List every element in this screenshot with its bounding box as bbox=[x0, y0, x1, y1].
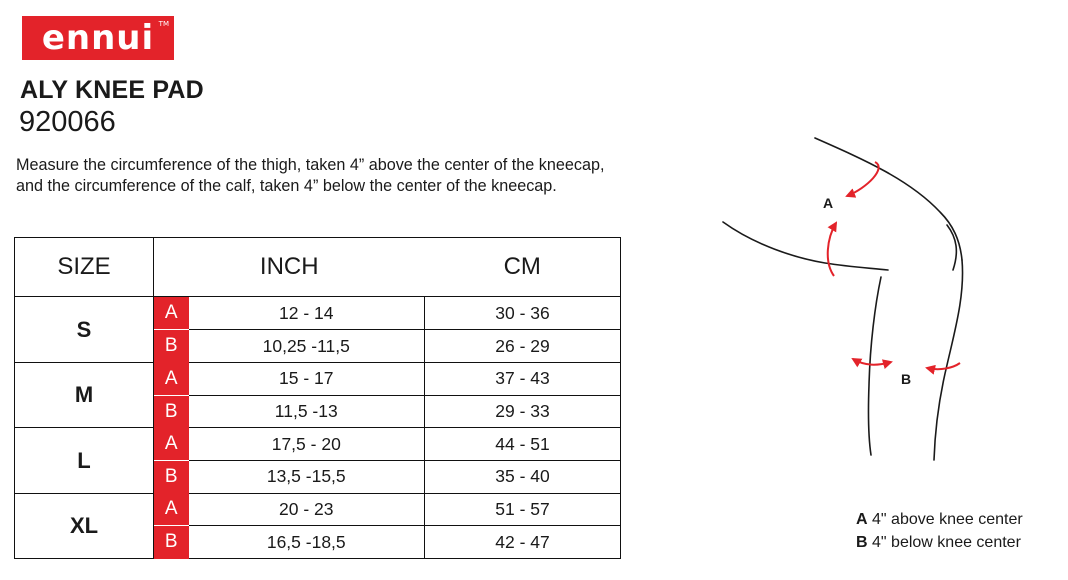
measure-label-b: B bbox=[154, 526, 189, 559]
measure-label-a: A bbox=[154, 428, 189, 461]
legend-text-a: 4" above knee center bbox=[872, 511, 1023, 528]
diagram-legend bbox=[856, 508, 1023, 554]
legend-item-a bbox=[856, 508, 1023, 531]
inch-value: 20 - 23 bbox=[189, 493, 425, 526]
inch-value: 12 - 14 bbox=[189, 297, 425, 330]
measure-label-a: A bbox=[154, 493, 189, 526]
size-cell: L bbox=[15, 428, 154, 493]
cm-value: 29 - 33 bbox=[425, 395, 621, 428]
measure-label-b: B bbox=[154, 461, 189, 494]
table-row bbox=[15, 428, 621, 461]
header-inch: INCH bbox=[154, 238, 425, 297]
header-size: SIZE bbox=[15, 238, 154, 297]
measurement-instructions: Measure the circumference of the thigh, taken 4” above the center of the kneecap, and the circumference of the calf, taken 4” below the center of the kneecap. bbox=[16, 156, 605, 195]
cm-value: 44 - 51 bbox=[425, 428, 621, 461]
leg-outline bbox=[723, 138, 963, 460]
table-row bbox=[15, 363, 621, 396]
knee-measurement-diagram bbox=[715, 130, 985, 470]
diagram-label-a: A bbox=[823, 195, 834, 211]
inch-value: 11,5 -13 bbox=[189, 395, 425, 428]
logo-text: ennui bbox=[41, 18, 155, 58]
cm-value: 30 - 36 bbox=[425, 297, 621, 330]
legend-item-b bbox=[856, 531, 1023, 554]
brand-logo bbox=[22, 16, 174, 60]
table-row bbox=[15, 297, 621, 330]
product-code: 920066 bbox=[19, 106, 116, 138]
diagram-label-b: B bbox=[901, 371, 912, 387]
inch-value: 13,5 -15,5 bbox=[189, 461, 425, 494]
table-header-row bbox=[15, 238, 621, 297]
size-cell: XL bbox=[15, 493, 154, 558]
legend-key-a: A bbox=[856, 511, 868, 528]
table-row bbox=[15, 493, 621, 526]
arrow-a-thigh bbox=[828, 162, 879, 276]
cm-value: 51 - 57 bbox=[425, 493, 621, 526]
header-cm: CM bbox=[425, 238, 621, 297]
inch-value: 16,5 -18,5 bbox=[189, 526, 425, 559]
trademark-mark: TM bbox=[158, 20, 169, 28]
product-name: ALY KNEE PAD bbox=[20, 76, 204, 104]
inch-value: 17,5 - 20 bbox=[189, 428, 425, 461]
measure-label-b: B bbox=[154, 330, 189, 363]
cm-value: 26 - 29 bbox=[425, 330, 621, 363]
inch-value: 15 - 17 bbox=[189, 363, 425, 396]
size-cell: S bbox=[15, 297, 154, 363]
measure-label-b: B bbox=[154, 395, 189, 428]
legend-text-b: 4" below knee center bbox=[872, 534, 1021, 551]
measure-label-a: A bbox=[154, 363, 189, 396]
legend-key-b: B bbox=[856, 534, 868, 551]
cm-value: 35 - 40 bbox=[425, 461, 621, 494]
cm-value: 37 - 43 bbox=[425, 363, 621, 396]
measure-label-a: A bbox=[154, 297, 189, 330]
inch-value: 10,25 -11,5 bbox=[189, 330, 425, 363]
cm-value: 42 - 47 bbox=[425, 526, 621, 559]
size-chart-table bbox=[14, 237, 621, 559]
size-cell: M bbox=[15, 363, 154, 428]
